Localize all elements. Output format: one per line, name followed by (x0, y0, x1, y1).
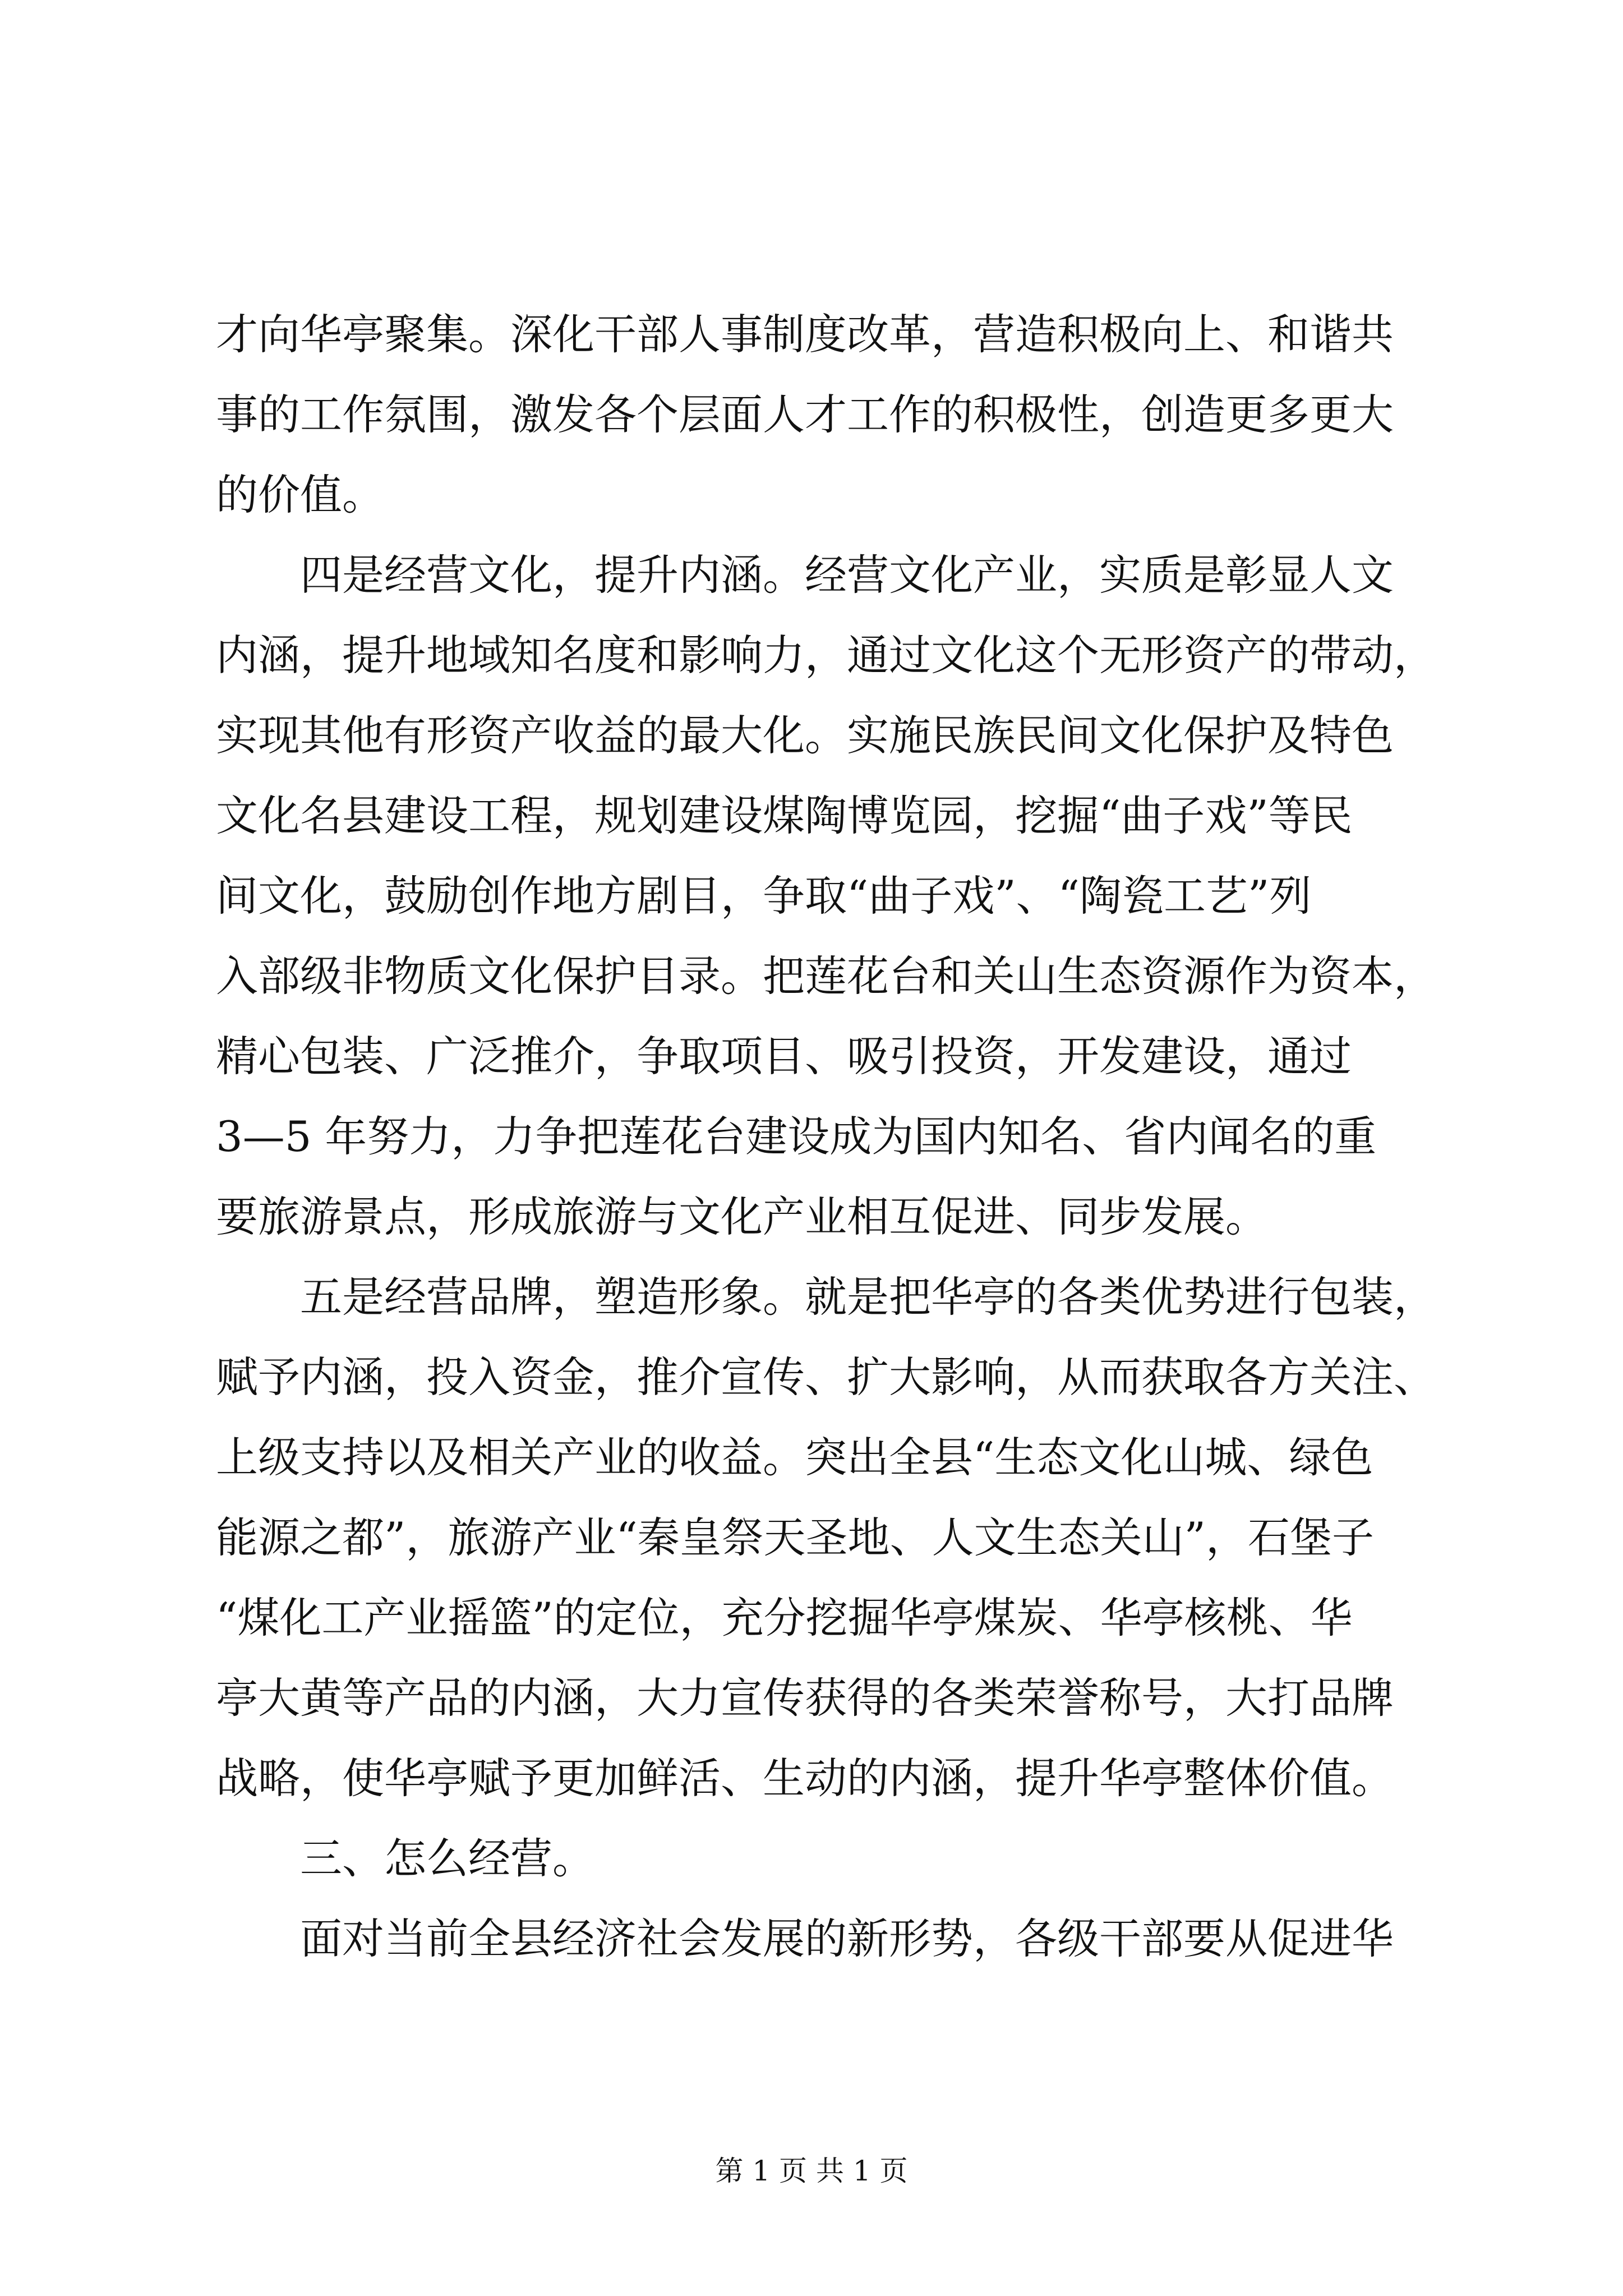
text-line: 上级支持以及相关产业的收益。突出全县“生态文化山城、绿色 (216, 1433, 1373, 1482)
document-body (216, 295, 1436, 1979)
section-heading: 三、怎么经营。 (216, 1834, 595, 1883)
text-line: 要旅游景点，形成旅游与文化产业相互促进、同步发展。 (216, 1192, 1268, 1241)
text-line: “煤化工产业摇篮”的定位，充分挖掘华亭煤炭、华亭核桃、华 (216, 1593, 1353, 1642)
text-line: 才向华亭聚集。深化干部人事制度改革，营造积极向上、和谐共 (216, 310, 1394, 359)
text-line: 事的工作氛围，激发各个层面人才工作的积极性，创造更多更大 (216, 390, 1394, 439)
text-line: 能源之都”，旅游产业“秦皇祭天圣地、人文生态关山”，石堡子 (216, 1513, 1375, 1562)
text-line: 亭大黄等产品的内涵，大力宣传获得的各类荣誉称号，大打品牌 (216, 1673, 1394, 1723)
text-line: 3—5 年努力，力争把莲花台建设成为国内知名、省内闻名的重 (216, 1112, 1377, 1161)
text-line: 面对当前全县经济社会发展的新形势，各级干部要从促进华 (216, 1914, 1394, 1963)
text-line: 间文化，鼓励创作地方剧目，争取“曲子戏”、“陶瓷工艺”列 (216, 871, 1312, 921)
page-number-footer: 第 1 页 共 1 页 (715, 2155, 908, 2187)
text-line: 实现其他有形资产收益的最大化。实施民族民间文化保护及特色 (216, 711, 1394, 760)
text-line: 战略，使华亭赋予更加鲜活、生动的内涵，提升华亭整体价值。 (216, 1754, 1394, 1803)
text-line: 五是经营品牌，塑造形象。就是把华亭的各类优势进行包装， (216, 1272, 1436, 1322)
text-line: 赋予内涵，投入资金，推介宣传、扩大影响，从而获取各方关注、 (216, 1352, 1436, 1402)
text-line: 入部级非物质文化保护目录。把莲花台和关山生态资源作为资本， (216, 951, 1436, 1001)
text-line: 精心包装、广泛推介，争取项目、吸引投资，开发建设，通过 (216, 1032, 1352, 1081)
text-line: 内涵，提升地域知名度和影响力，通过文化这个无形资产的带动， (216, 631, 1436, 680)
text-line: 四是经营文化，提升内涵。经营文化产业，实质是彰显人文 (216, 550, 1394, 600)
text-line: 的价值。 (216, 470, 385, 519)
text-line: 文化名县建设工程，规划建设煤陶博览园，挖掘“曲子戏”等民 (216, 791, 1353, 840)
